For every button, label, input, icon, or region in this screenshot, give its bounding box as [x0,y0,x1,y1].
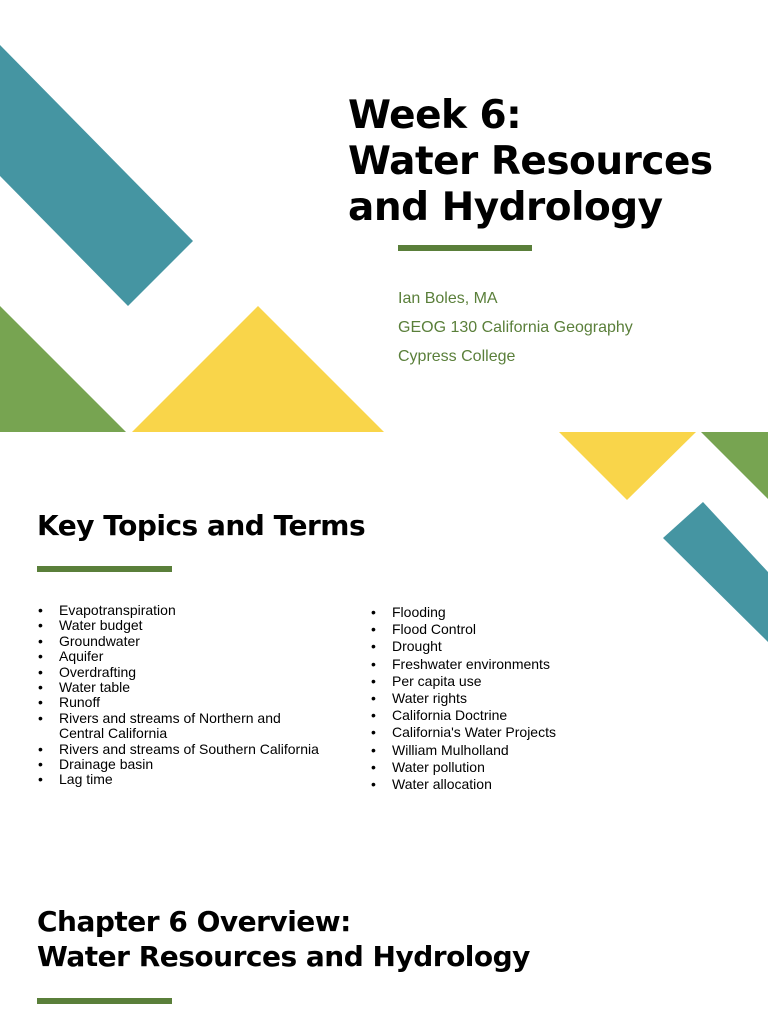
title-line: Water Resources and Hydrology [37,940,530,973]
list-item: • Flood Control [370,621,630,638]
teal-diagonal-band [0,45,193,306]
list-item: • Rivers and streams of Southern California [37,742,327,757]
title-line: Chapter 6 Overview: [37,905,351,938]
slide-title [348,93,713,231]
list-item: • California Doctrine [370,707,630,724]
list-item: • Freshwater environments [370,656,630,673]
author-name: Ian Boles, MA [398,290,498,307]
list-item: • Overdrafting [37,665,327,680]
topics-list-right [370,604,630,793]
list-item: • Water rights [370,690,630,707]
green-triangle [701,432,768,499]
accent-bar [398,245,532,251]
list-item: • Water budget [37,618,327,633]
list-item: • Per capita use [370,673,630,690]
title-line: Week 6: [348,93,522,138]
yellow-triangle [559,432,696,500]
list-item: • Water allocation [370,776,630,793]
list-item: • Lag time [37,772,327,787]
teal-diagonal-band [663,502,768,642]
list-item: • Runoff [37,695,327,710]
list-item: • Groundwater [37,634,327,649]
slide-title [37,904,530,974]
list-item: • Rivers and streams of Northern and Central California [37,711,327,742]
course-name: GEOG 130 California Geography [398,319,633,336]
list-item: • Water pollution [370,759,630,776]
accent-bar [37,566,172,572]
yellow-triangle [132,306,384,432]
credits [398,284,633,371]
title-line: Water Resources [348,139,713,184]
accent-bar [37,998,172,1004]
list-item: • Water table [37,680,327,695]
title-line: and Hydrology [348,185,663,230]
list-item: • William Mulholland [370,742,630,759]
list-item: • California's Water Projects [370,724,630,741]
college-name: Cypress College [398,348,516,365]
list-item: • Evapotranspiration [37,603,327,618]
list-item: • Aquifer [37,649,327,664]
green-triangle [0,306,126,432]
slide-title: Key Topics and Terms [37,509,366,542]
overview-slide [0,864,768,1024]
topics-list-left [37,603,327,788]
list-item: • Drainage basin [37,757,327,772]
key-topics-slide [0,432,768,864]
title-slide [0,0,768,432]
list-item: • Flooding [370,604,630,621]
list-item: • Drought [370,638,630,655]
